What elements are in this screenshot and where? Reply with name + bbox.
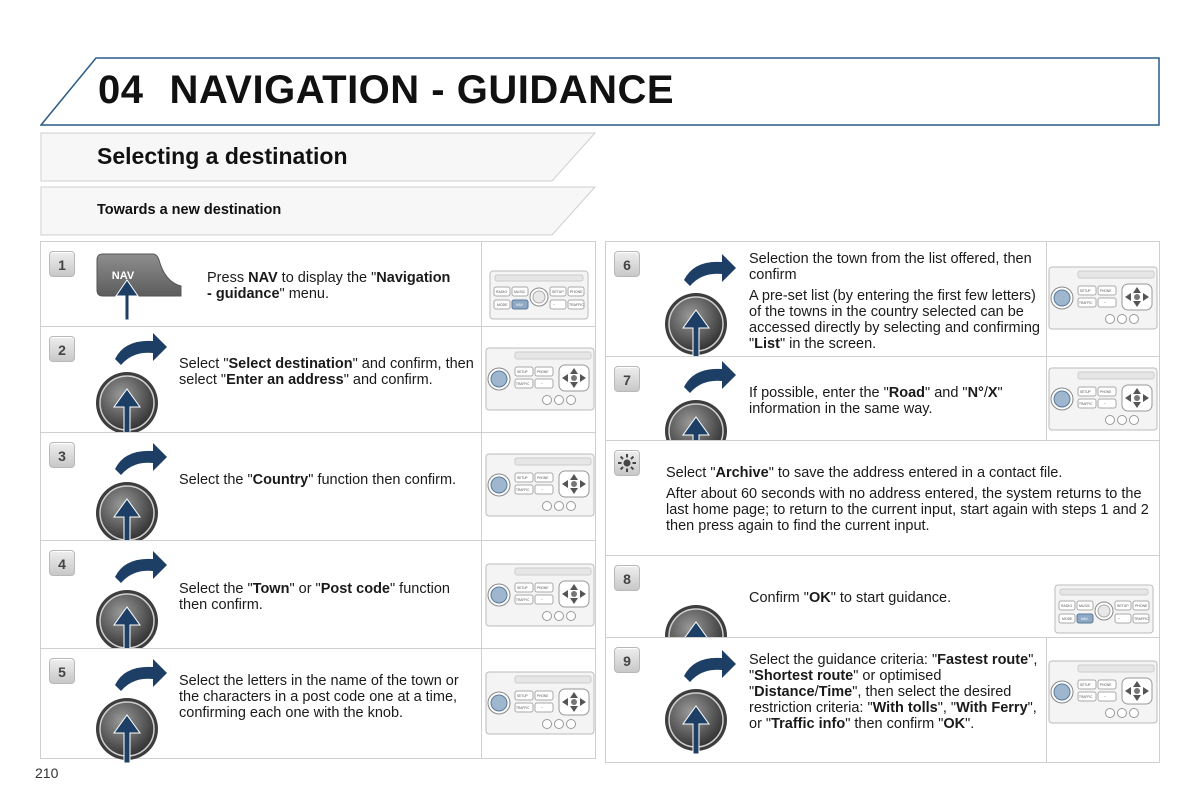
svg-text:SETUP: SETUP [517, 370, 528, 374]
svg-text:RADIO: RADIO [1061, 604, 1073, 608]
radio-panel-illustration [1048, 266, 1158, 335]
svg-text:PHONE: PHONE [570, 290, 583, 294]
svg-text:MUSIC: MUSIC [514, 290, 526, 294]
chapter-number: 04 [98, 68, 144, 112]
step-number-badge: 1 [49, 251, 75, 277]
step-instruction [749, 652, 1041, 737]
svg-text:SETUP: SETUP [1080, 683, 1091, 687]
svg-text:PHONE: PHONE [537, 586, 549, 590]
step-instruction [179, 673, 474, 726]
instruction-paragraph: Selection the town from the list offered, then confirm [749, 251, 1032, 283]
svg-text:SETUP: SETUP [552, 290, 564, 294]
step-instruction [749, 590, 1041, 611]
svg-text:MODE: MODE [1062, 617, 1073, 621]
instruction-paragraph: If possible, enter the "Road" and "N°/X" information in the same way. [749, 385, 1003, 417]
page-number: 210 [35, 765, 59, 781]
instruction-paragraph: Select the guidance criteria: "Fastest route", "Shortest route" or optimised "Distance/Time", then select the desired restriction criteria: "With tolls", "With Ferry", or "Traffic info" then confirm "OK". [749, 652, 1038, 732]
step-number-badge: 4 [49, 550, 75, 576]
svg-text:NAV: NAV [1081, 617, 1088, 621]
instruction-paragraph: Confirm "OK" to start guidance. [749, 590, 952, 606]
svg-text:SETUP: SETUP [517, 694, 528, 698]
instruction-paragraph: Select the "Town" or "Post code" function then confirm. [179, 581, 450, 613]
step-number-badge: 2 [49, 336, 75, 362]
svg-text:NAV: NAV [516, 303, 523, 307]
step-8 [605, 555, 1160, 639]
rotary-knob-icon [95, 655, 175, 770]
radio-panel-illustration [485, 671, 595, 740]
svg-text:PHONE: PHONE [1100, 289, 1112, 293]
radio-panel-illustration [1054, 584, 1154, 639]
svg-text:TRAFFIC: TRAFFIC [516, 488, 530, 492]
svg-text:PHONE: PHONE [1100, 390, 1112, 394]
step-number-badge: 9 [614, 647, 640, 673]
svg-text:PHONE: PHONE [537, 694, 549, 698]
step-3 [40, 432, 596, 542]
svg-text:SETUP: SETUP [1080, 390, 1091, 394]
svg-text:RADIO: RADIO [496, 290, 508, 294]
step-number-badge: 6 [614, 251, 640, 277]
svg-text:MUSIC: MUSIC [1079, 604, 1091, 608]
instruction-paragraph: Select "Archive" to save the address entered in a contact file. [666, 465, 1063, 481]
step-instruction [749, 251, 1041, 357]
radio-panel-illustration [485, 453, 595, 522]
radio-panel-illustration [485, 563, 595, 632]
step-instruction [179, 581, 474, 618]
svg-text:SETUP: SETUP [1117, 604, 1129, 608]
step-4 [40, 540, 596, 650]
rotary-knob-icon [95, 547, 175, 662]
svg-text:~: ~ [541, 706, 543, 710]
radio-panel-illustration [485, 347, 595, 416]
svg-text:PHONE: PHONE [537, 476, 549, 480]
instruction-paragraph: A pre-set list (by entering the first few letters) of the towns in the country selected can be accessed directly by selecting and confirming "List" in the screen. [749, 288, 1040, 352]
rotary-knob-icon [95, 439, 175, 554]
svg-text:~: ~ [1104, 301, 1106, 305]
step-2 [40, 326, 596, 434]
step-6 [605, 241, 1160, 358]
svg-text:TRAFFIC: TRAFFIC [516, 382, 530, 386]
step-1 [40, 241, 596, 328]
tip-icon [614, 450, 640, 476]
step-instruction [207, 270, 457, 307]
rotary-knob-icon [664, 250, 744, 365]
step-number-badge: 7 [614, 366, 640, 392]
instruction-paragraph: After about 60 seconds with no address entered, the system returns to the last home page; to return to the current input, start again with steps 1 and 2 then press again to find the current input. [666, 486, 1149, 534]
svg-text:SETUP: SETUP [517, 586, 528, 590]
svg-text:~: ~ [541, 382, 543, 386]
step-number-badge: 3 [49, 442, 75, 468]
svg-text:MODE: MODE [497, 303, 508, 307]
svg-text:PHONE: PHONE [1100, 683, 1112, 687]
step-7 [605, 356, 1160, 442]
svg-text:PHONE: PHONE [537, 370, 549, 374]
svg-text:TRAFFIC: TRAFFIC [1079, 402, 1093, 406]
nav-button-label: NAV [111, 270, 135, 282]
step-instruction [666, 465, 1156, 539]
svg-text:PHONE: PHONE [1135, 604, 1148, 608]
svg-text:TRAFFIC: TRAFFIC [516, 706, 530, 710]
radio-panel-illustration [489, 270, 589, 325]
radio-panel-illustration [1048, 660, 1158, 729]
svg-text:SETUP: SETUP [1080, 289, 1091, 293]
svg-text:~: ~ [541, 598, 543, 602]
rotary-knob-icon [664, 646, 744, 761]
step-instruction [179, 356, 474, 393]
step-instruction [749, 385, 1041, 422]
step-9 [605, 637, 1160, 763]
svg-text:~: ~ [541, 488, 543, 492]
svg-text:~: ~ [1104, 402, 1106, 406]
svg-text:~: ~ [1104, 695, 1106, 699]
nav-button-icon [95, 252, 183, 322]
archive-tip [605, 440, 1160, 557]
svg-text:TRAFFIC: TRAFFIC [1079, 301, 1093, 305]
rotary-knob-icon [95, 329, 175, 444]
subsection-title: Towards a new destination [97, 202, 282, 218]
section-title: Selecting a destination [97, 143, 348, 169]
chapter-name: NAVIGATION - GUIDANCE [169, 68, 675, 112]
svg-text:SETUP: SETUP [517, 476, 528, 480]
instruction-paragraph: Select the "Country" function then confirm. [179, 472, 457, 488]
instruction-paragraph: Press NAV to display the "Navigation - guidance" menu. [207, 270, 451, 302]
svg-text:TRAFFIC: TRAFFIC [1079, 695, 1093, 699]
svg-text:~: ~ [1118, 617, 1121, 621]
radio-panel-illustration [1048, 367, 1158, 436]
svg-text:TRAFFIC: TRAFFIC [1134, 617, 1149, 621]
step-instruction [179, 472, 474, 493]
chapter-title [98, 68, 674, 113]
svg-text:~: ~ [553, 303, 556, 307]
step-number-badge: 8 [614, 565, 640, 591]
svg-text:TRAFFIC: TRAFFIC [516, 598, 530, 602]
step-5 [40, 648, 596, 759]
svg-text:TRAFFIC: TRAFFIC [569, 303, 584, 307]
step-number-badge: 5 [49, 658, 75, 684]
instruction-paragraph: Select "Select destination" and confirm, then select "Enter an address" and confirm. [179, 356, 474, 388]
instruction-paragraph: Select the letters in the name of the town or the characters in a post code one at a time, confirming each one with the knob. [179, 673, 459, 721]
